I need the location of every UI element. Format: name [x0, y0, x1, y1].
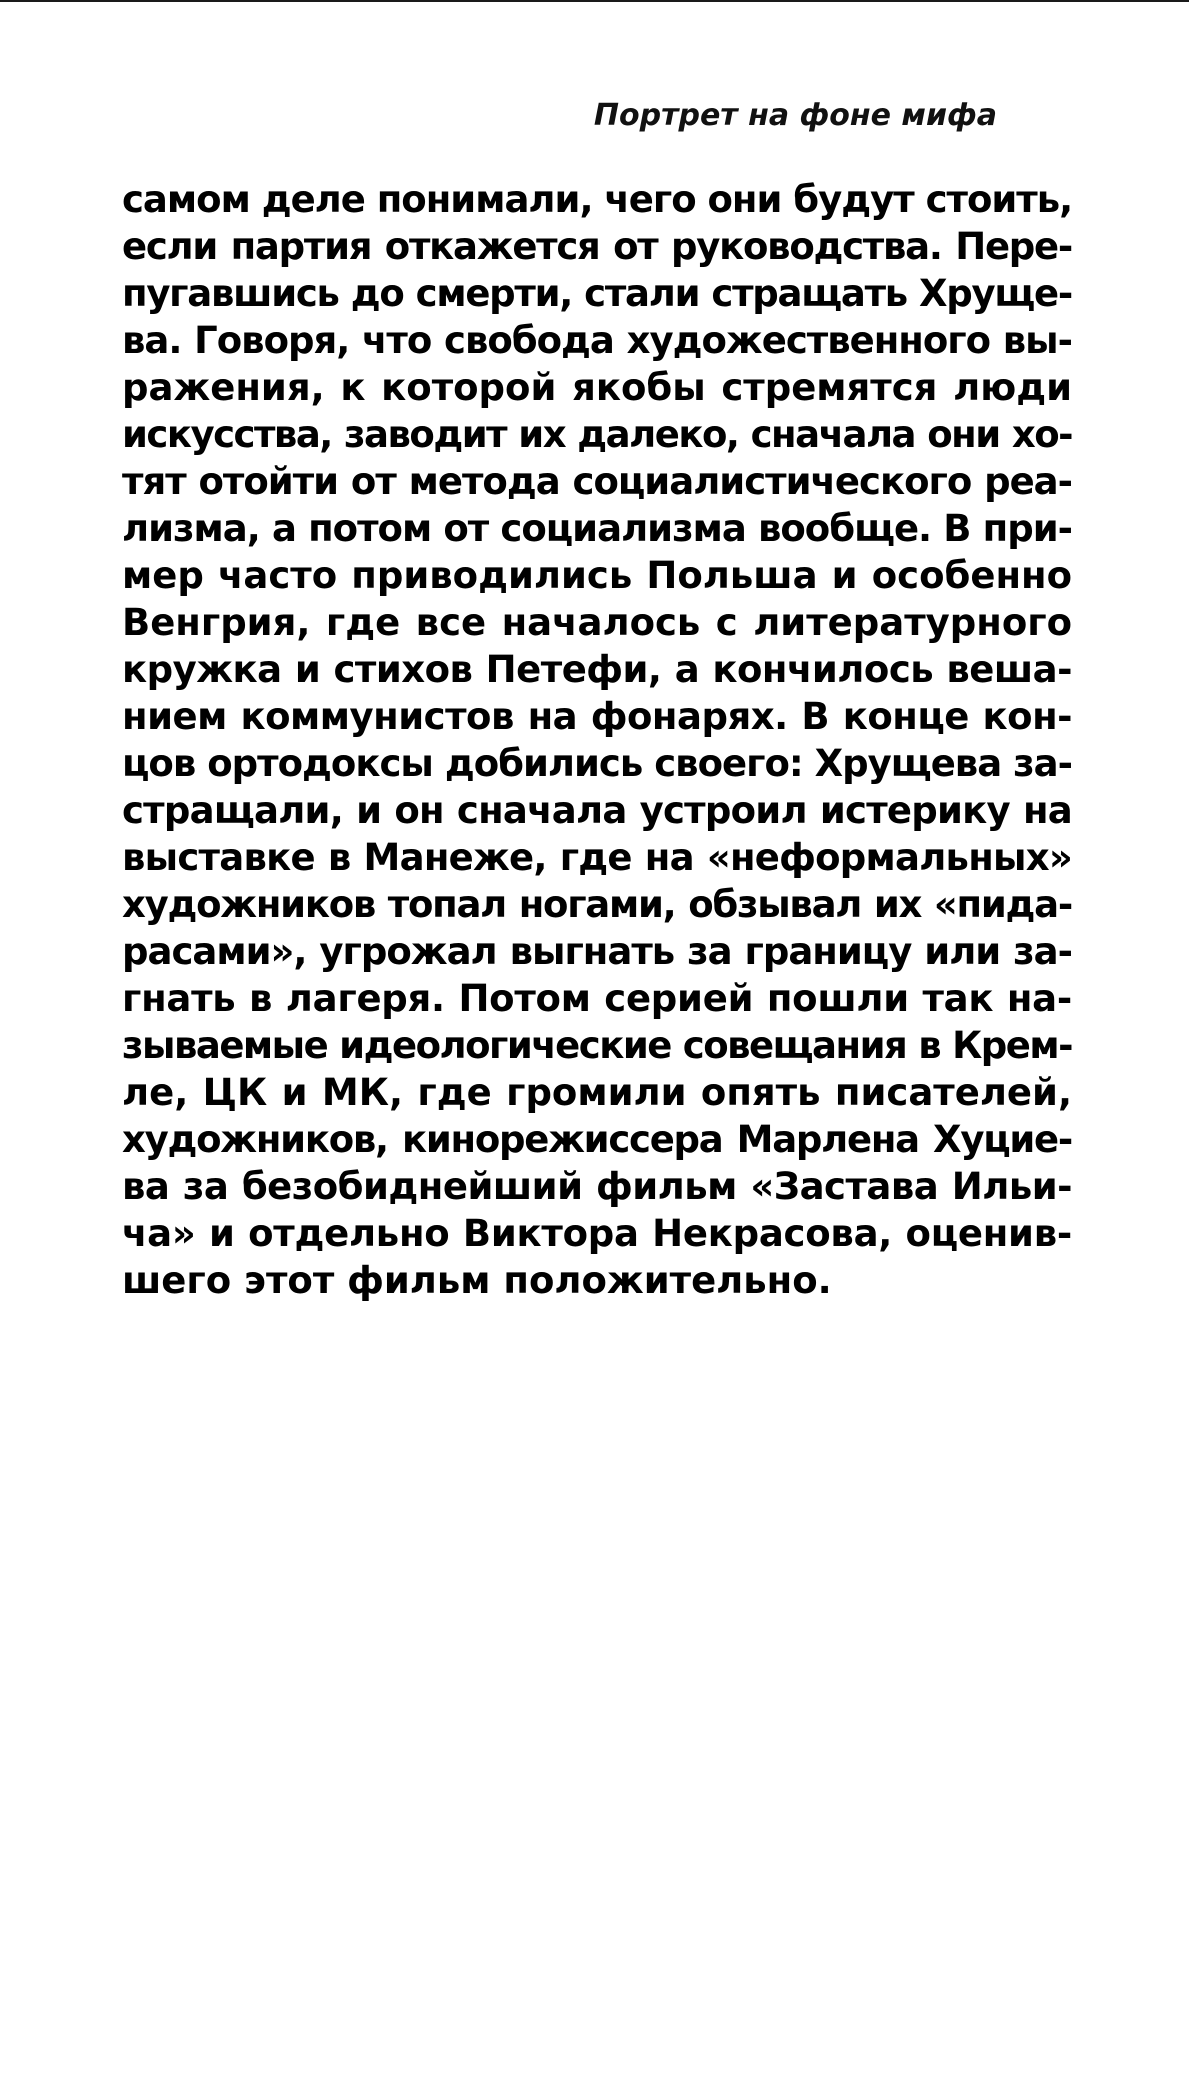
text-line: цов ортодоксы добились своего: Хрущева за- [122, 742, 1072, 785]
text-line: тят отойти от метода социалистического реа- [122, 460, 1072, 503]
text-line: мер часто приводились Польша и особенно [122, 554, 1072, 597]
text-line: стращали, и он сначала устроил истерику на [122, 789, 1072, 832]
text-line: кружка и стихов Петефи, а кончилось веша- [122, 648, 1072, 691]
text-line: нием коммунистов на фонарях. В конце кон- [122, 695, 1072, 738]
text-line: если партия откажется от руководства. Пере- [122, 225, 1072, 268]
text-line: ча» и отдельно Виктора Некрасова, оценив- [122, 1212, 1072, 1255]
text-line: расами», угрожал выгнать за границу или за- [122, 930, 1072, 973]
text-line: художников топал ногами, обзывал их «пида- [122, 883, 1072, 926]
text-line: пугавшись до смерти, стали стращать Хруще- [122, 272, 1072, 315]
text-line: зываемые идеологические совещания в Крем- [122, 1024, 1072, 1067]
top-edge-rule [0, 0, 1189, 2]
text-line-last: шего этот фильм положительно. [122, 1259, 832, 1302]
running-head: Портрет на фоне мифа [593, 98, 997, 133]
text-line: художников, кинорежиссера Марлена Хуцие- [122, 1118, 1072, 1161]
text-line: выставке в Манеже, где на «неформальных» [122, 836, 1072, 879]
text-line: ражения, к которой якобы стремятся люди [122, 366, 1072, 409]
text-line: искусства, заводит их далеко, сначала они хо- [122, 413, 1072, 456]
text-line: лизма, а потом от социализма вообще. В при- [122, 507, 1072, 550]
text-line: ва. Говоря, что свобода художественного вы- [122, 319, 1072, 362]
text-line: ва за безобиднейший фильм «Застава Ильи- [122, 1165, 1072, 1208]
text-line: ле, ЦК и МК, где громили опять писателей, [122, 1071, 1072, 1114]
text-line: Венгрия, где все началось с литературного [122, 601, 1072, 644]
body-paragraph [122, 176, 1072, 1304]
text-line: самом деле понимали, чего они будут стоить, [122, 178, 1073, 221]
text-line: гнать в лагеря. Потом серией пошли так на- [122, 977, 1072, 1020]
